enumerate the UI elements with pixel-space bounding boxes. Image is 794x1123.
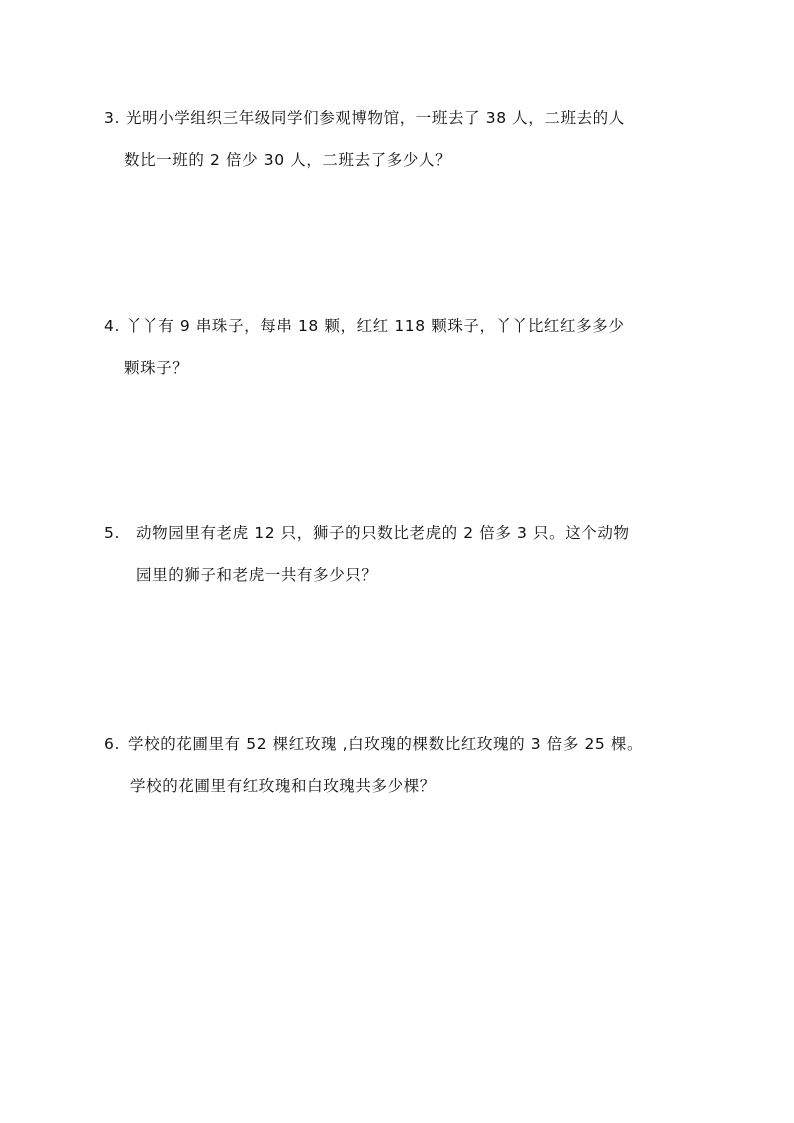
question-3-text-line-1: 光明小学组织三年级同学们参观博物馆，一班去了 38 人，二班去的人 <box>126 109 625 127</box>
question-5-line-2 <box>104 565 704 585</box>
question-6-line-2 <box>104 776 704 796</box>
question-4-text-line-1: 丫丫有 9 串珠子，每串 18 颗，红红 118 颗珠子，丫丫比红红多多少 <box>126 317 625 335</box>
question-5-text-line-1: 动物园里有老虎 12 只，狮子的只数比老虎的 2 倍多 3 只。这个动物 <box>136 524 630 542</box>
question-3-line-1 <box>104 108 704 128</box>
question-4-line-1 <box>104 316 704 336</box>
question-3-text-line-2: 数比一班的 2 倍少 30 人，二班去了多少人？ <box>124 151 452 169</box>
question-6-number: 6. <box>104 735 120 753</box>
question-3-line-2 <box>104 150 704 170</box>
question-4 <box>104 316 704 378</box>
question-4-text-line-2: 颗珠子？ <box>124 359 189 377</box>
question-6 <box>104 734 704 796</box>
question-6-text-line-1: 学校的花圃里有 52 棵红玫瑰 ,白玫瑰的棵数比红玫瑰的 3 倍多 25 棵。 <box>128 735 644 753</box>
question-6-line-1 <box>104 734 704 754</box>
question-5-text-line-2: 园里的狮子和老虎一共有多少只？ <box>136 566 378 584</box>
question-5-line-1 <box>104 523 704 543</box>
question-5-number: 5. <box>104 524 120 542</box>
question-6-text-line-2: 学校的花圃里有红玫瑰和白玫瑰共多少棵？ <box>130 777 436 795</box>
question-5 <box>104 523 704 585</box>
question-3-number: 3. <box>104 109 120 127</box>
question-4-line-2 <box>104 358 704 378</box>
question-3 <box>104 108 704 170</box>
question-4-number: 4. <box>104 317 120 335</box>
